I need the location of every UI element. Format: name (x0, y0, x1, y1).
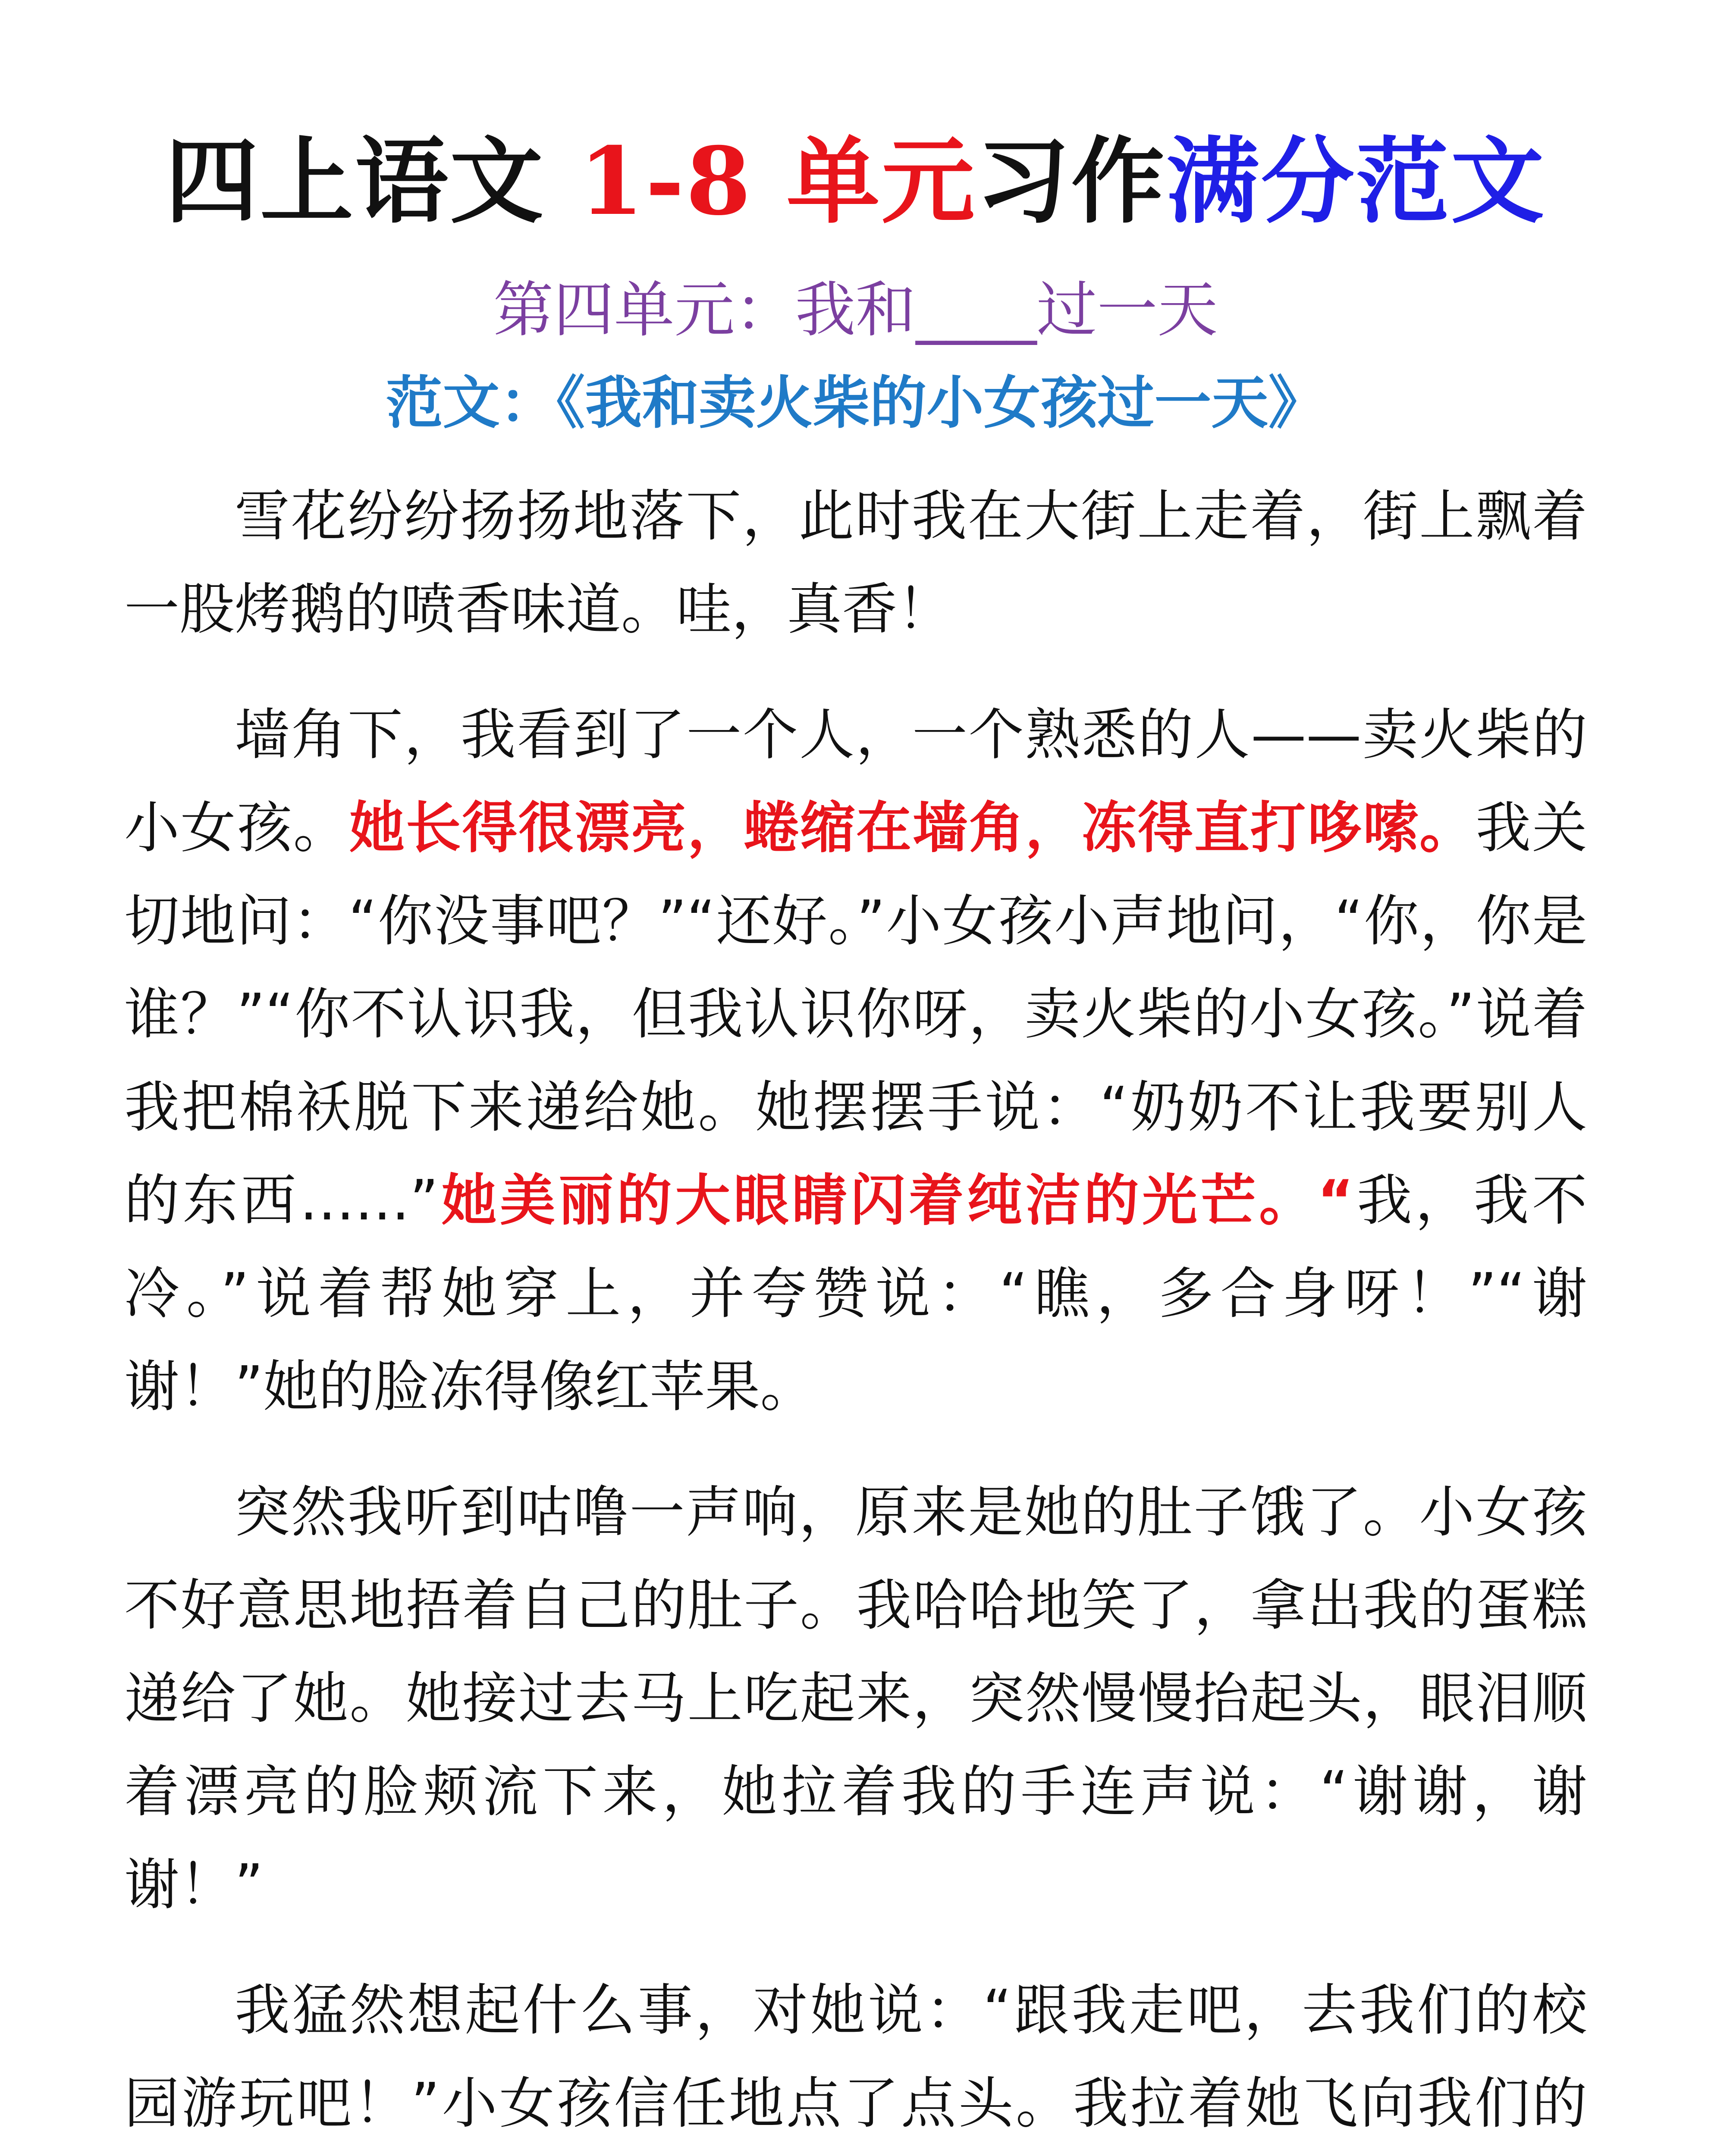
highlight-sentence-2: 她美丽的大眼睛闪着纯洁的光芒。“ (438, 1169, 1354, 1233)
essay-body (124, 470, 1587, 2156)
paragraph-2 (124, 689, 1587, 1434)
title-part-writing: 习作 (976, 126, 1166, 236)
unit-subtitle: 第四单元：我和____过一天 (493, 275, 1218, 345)
title-part-grade: 四上语文 (165, 126, 579, 236)
page-title (0, 116, 1711, 246)
highlight-sentence-1: 她长得很漂亮，蜷缩在墙角，冻得直打哆嗦。 (349, 796, 1476, 860)
essay-title: 范文：《我和卖火柴的小女孩过一天》 (386, 370, 1325, 436)
paragraph-2-text-c: 我关切地问：“你没事吧？”“还好。”小女孩小声地问，“你，你是谁？”“你不认识我，但我认识你呀，卖火柴的小女孩。”说着我把棉袄脱下来递给她。她摆摆手说：“奶奶不让我要别人的东西……” (124, 796, 1587, 1233)
paragraph-1: 雪花纷纷扬扬地落下，此时我在大街上走着，街上飘着一股烤鹅的喷香味道。哇，真香！ (124, 484, 1587, 642)
paragraph-3: 突然我听到咕噜一声响，原来是她的肚子饿了。小女孩不好意思地捂着自己的肚子。我哈哈地笑了，拿出我的蛋糕递给了她。她接过去马上吃起来，突然慢慢抬起头，眼泪顺着漂亮的脸颊流下来，她拉着我的手连声说：“谢谢，谢谢！” (124, 1480, 1587, 1917)
paragraph-2-text-e: 我，我不冷。”说着帮她穿上，并夸赞说：“瞧，多合身呀！”“谢谢！”她的脸冻得像红苹果。 (124, 1169, 1587, 1419)
paragraph-4: 我猛然想起什么事，对她说：“跟我走吧，去我们的校园游玩吧！”小女孩信任地点了点头。我拉着她飞向我们的 (124, 1978, 1587, 2136)
title-part-full-score: 满分范文 (1166, 126, 1546, 236)
title-part-units: 1-8 单元 (579, 126, 976, 236)
paragraph-2-text-a: 墙角下，我看到了一个人，一个熟悉的人——卖火柴的小女孩。 (124, 703, 1587, 860)
